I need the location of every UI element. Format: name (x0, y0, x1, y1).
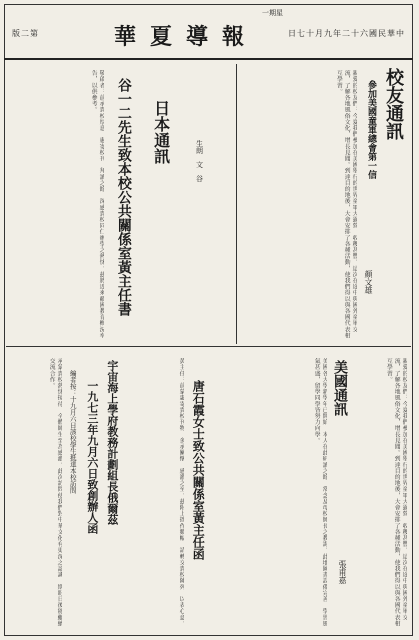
usa-body-continued: 親愛的校友們：今夏我們參加在美國舉行的世界童軍大露營，收穫甚豐。這次在途中與國外童軍交流，了解各地風俗文化，增長見聞。到達目的地後，大會安排了各種活動，使我們得以與各國代表相互學習。 (385, 358, 407, 627)
publication-date: 日七十月九年二十六國民華中 (288, 29, 405, 38)
tang-title: 唐石霞女士致公共關係室黃主任函 (191, 380, 206, 560)
alumni-headline: 校友通訊 (383, 68, 404, 140)
japan-headline: 日本通訊 (151, 100, 171, 164)
usa-body: 美國各大學新學年已開始，本人在此研讀之餘，常念及母校師長之教誨。此地圖書設備完善，學習風氣甚盛，留學同學皆努力向學。 (313, 358, 327, 627)
column-divider (236, 64, 237, 344)
space-subtitle: 一九七三年九月六日致創辦人函 (85, 380, 99, 534)
japan-title: 谷一二先生致本校公共關係室黃主任書 (115, 78, 132, 316)
usa-headline: 美國通訊 (332, 360, 348, 416)
masthead (4, 4, 413, 60)
usa-author: 張甫嘉 (338, 560, 347, 584)
issue-day: 一期星 (262, 9, 283, 17)
section-divider (6, 346, 411, 347)
space-title: 宇宙海上學府教務計劃組長俄爾茲 (105, 360, 119, 525)
space-note: 編者按：十九月六日該校學生抵達本校訪問 (68, 370, 77, 494)
japan-body: 敬啟者：前承貴校厚意，惠寄校刊，拜讀之餘，深感貴校同仁辦學之熱忱。茲將近來敝國教育概況奉告，以供參考。 (90, 70, 104, 339)
newspaper-title: 華夏導報 (114, 24, 259, 50)
space-body: 承蒙貴校熱忱接待，全體師生至為感激。此次訪問使我們對中華文化有更深之認識，期盼日後能繼續交流合作。 (48, 358, 62, 627)
japan-sender: 生朗 文 谷 (195, 140, 204, 182)
alumni-subhead: 參加美國童軍總會第一信 (366, 80, 376, 179)
tang-body: 黃主任：前蒙惠寄貴校刊物，多承關懷，感激之至。茲附上拙作數幅，請轉交貴校陳列，以表心意。 (178, 358, 184, 627)
page-number: 版二第 (12, 29, 39, 38)
alumni-body: 親愛的校友們：今夏我們參加在美國舉行的世界童軍大露營，收穫甚豐。這次在途中與國外童軍交流，了解各地風俗文化，增長見聞。到達目的地後，大會安排了各種活動，使我們得以與各國代表相互學習。 (335, 70, 357, 339)
alumni-author: 顏文雄 (364, 270, 373, 294)
